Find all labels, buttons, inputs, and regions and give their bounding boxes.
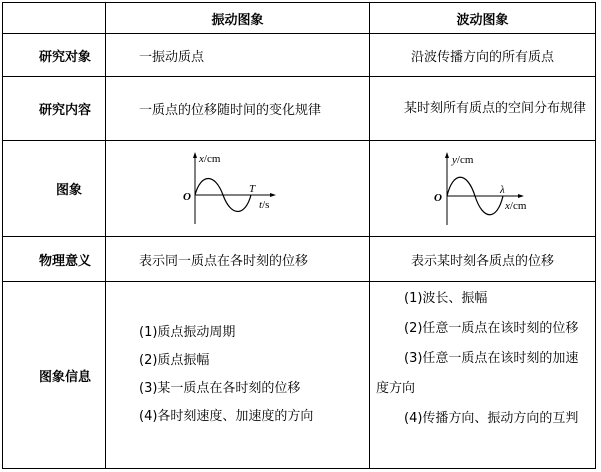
origin-label: O: [182, 190, 191, 203]
wave-cell: 表示某时刻各质点的位移: [370, 237, 596, 282]
list-item: (4)传播方向、振动方向的互判: [404, 411, 579, 426]
header-vibration: 振动图象: [106, 3, 370, 34]
vibration-cell: 一振动质点: [106, 34, 370, 77]
vibration-graph-cell: [106, 141, 370, 237]
wave-graph: [427, 149, 547, 229]
row-label: 图象: [3, 141, 106, 237]
origin-label: O: [433, 191, 442, 204]
list-item: (3)任意一质点在该时刻的加速度方向: [376, 351, 579, 396]
header-row: [3, 3, 596, 34]
x-axis-label: x/cm: [504, 199, 526, 212]
list-item: (3)某一质点在各时刻的位移: [139, 381, 301, 396]
row-physical-meaning: [3, 237, 596, 282]
row-label: 研究内容: [3, 77, 106, 141]
wave-info-list: [370, 282, 596, 469]
comparison-table: [2, 2, 596, 469]
list-item: (1)质点振动周期: [139, 325, 236, 340]
list-item: (2)任意一质点在该时刻的位移: [404, 321, 579, 336]
vibration-info-list: [106, 282, 370, 469]
x-axis-label: t/s: [258, 198, 269, 211]
row-label: 物理意义: [3, 237, 106, 282]
wave-graph-cell: [370, 141, 596, 237]
vibration-cell: 一质点的位移随时间的变化规律: [106, 77, 370, 141]
header-empty: [3, 3, 106, 34]
header-wave: 波动图象: [370, 3, 596, 34]
row-research-content: [3, 77, 596, 141]
wave-cell: 某时刻所有质点的空间分布规律: [370, 77, 596, 141]
list-item: (2)质点振幅: [139, 353, 210, 368]
period-label: T: [248, 182, 255, 195]
y-axis-label: x/cm: [198, 152, 220, 165]
vibration-cell: 表示同一质点在各时刻的位移: [106, 237, 370, 282]
wave-cell: 沿波传播方向的所有质点: [370, 34, 596, 77]
row-research-object: [3, 34, 596, 77]
row-label: 研究对象: [3, 34, 106, 77]
y-axis-label: y/cm: [451, 153, 473, 166]
wavelength-label: λ: [499, 183, 505, 196]
list-item: (4)各时刻速度、加速度的方向: [139, 409, 314, 424]
row-graph-info: [3, 282, 596, 469]
vibration-graph: [177, 149, 287, 229]
row-label: 图象信息: [3, 282, 106, 469]
list-item: (1)波长、振幅: [404, 291, 488, 306]
row-graph: [3, 141, 596, 237]
